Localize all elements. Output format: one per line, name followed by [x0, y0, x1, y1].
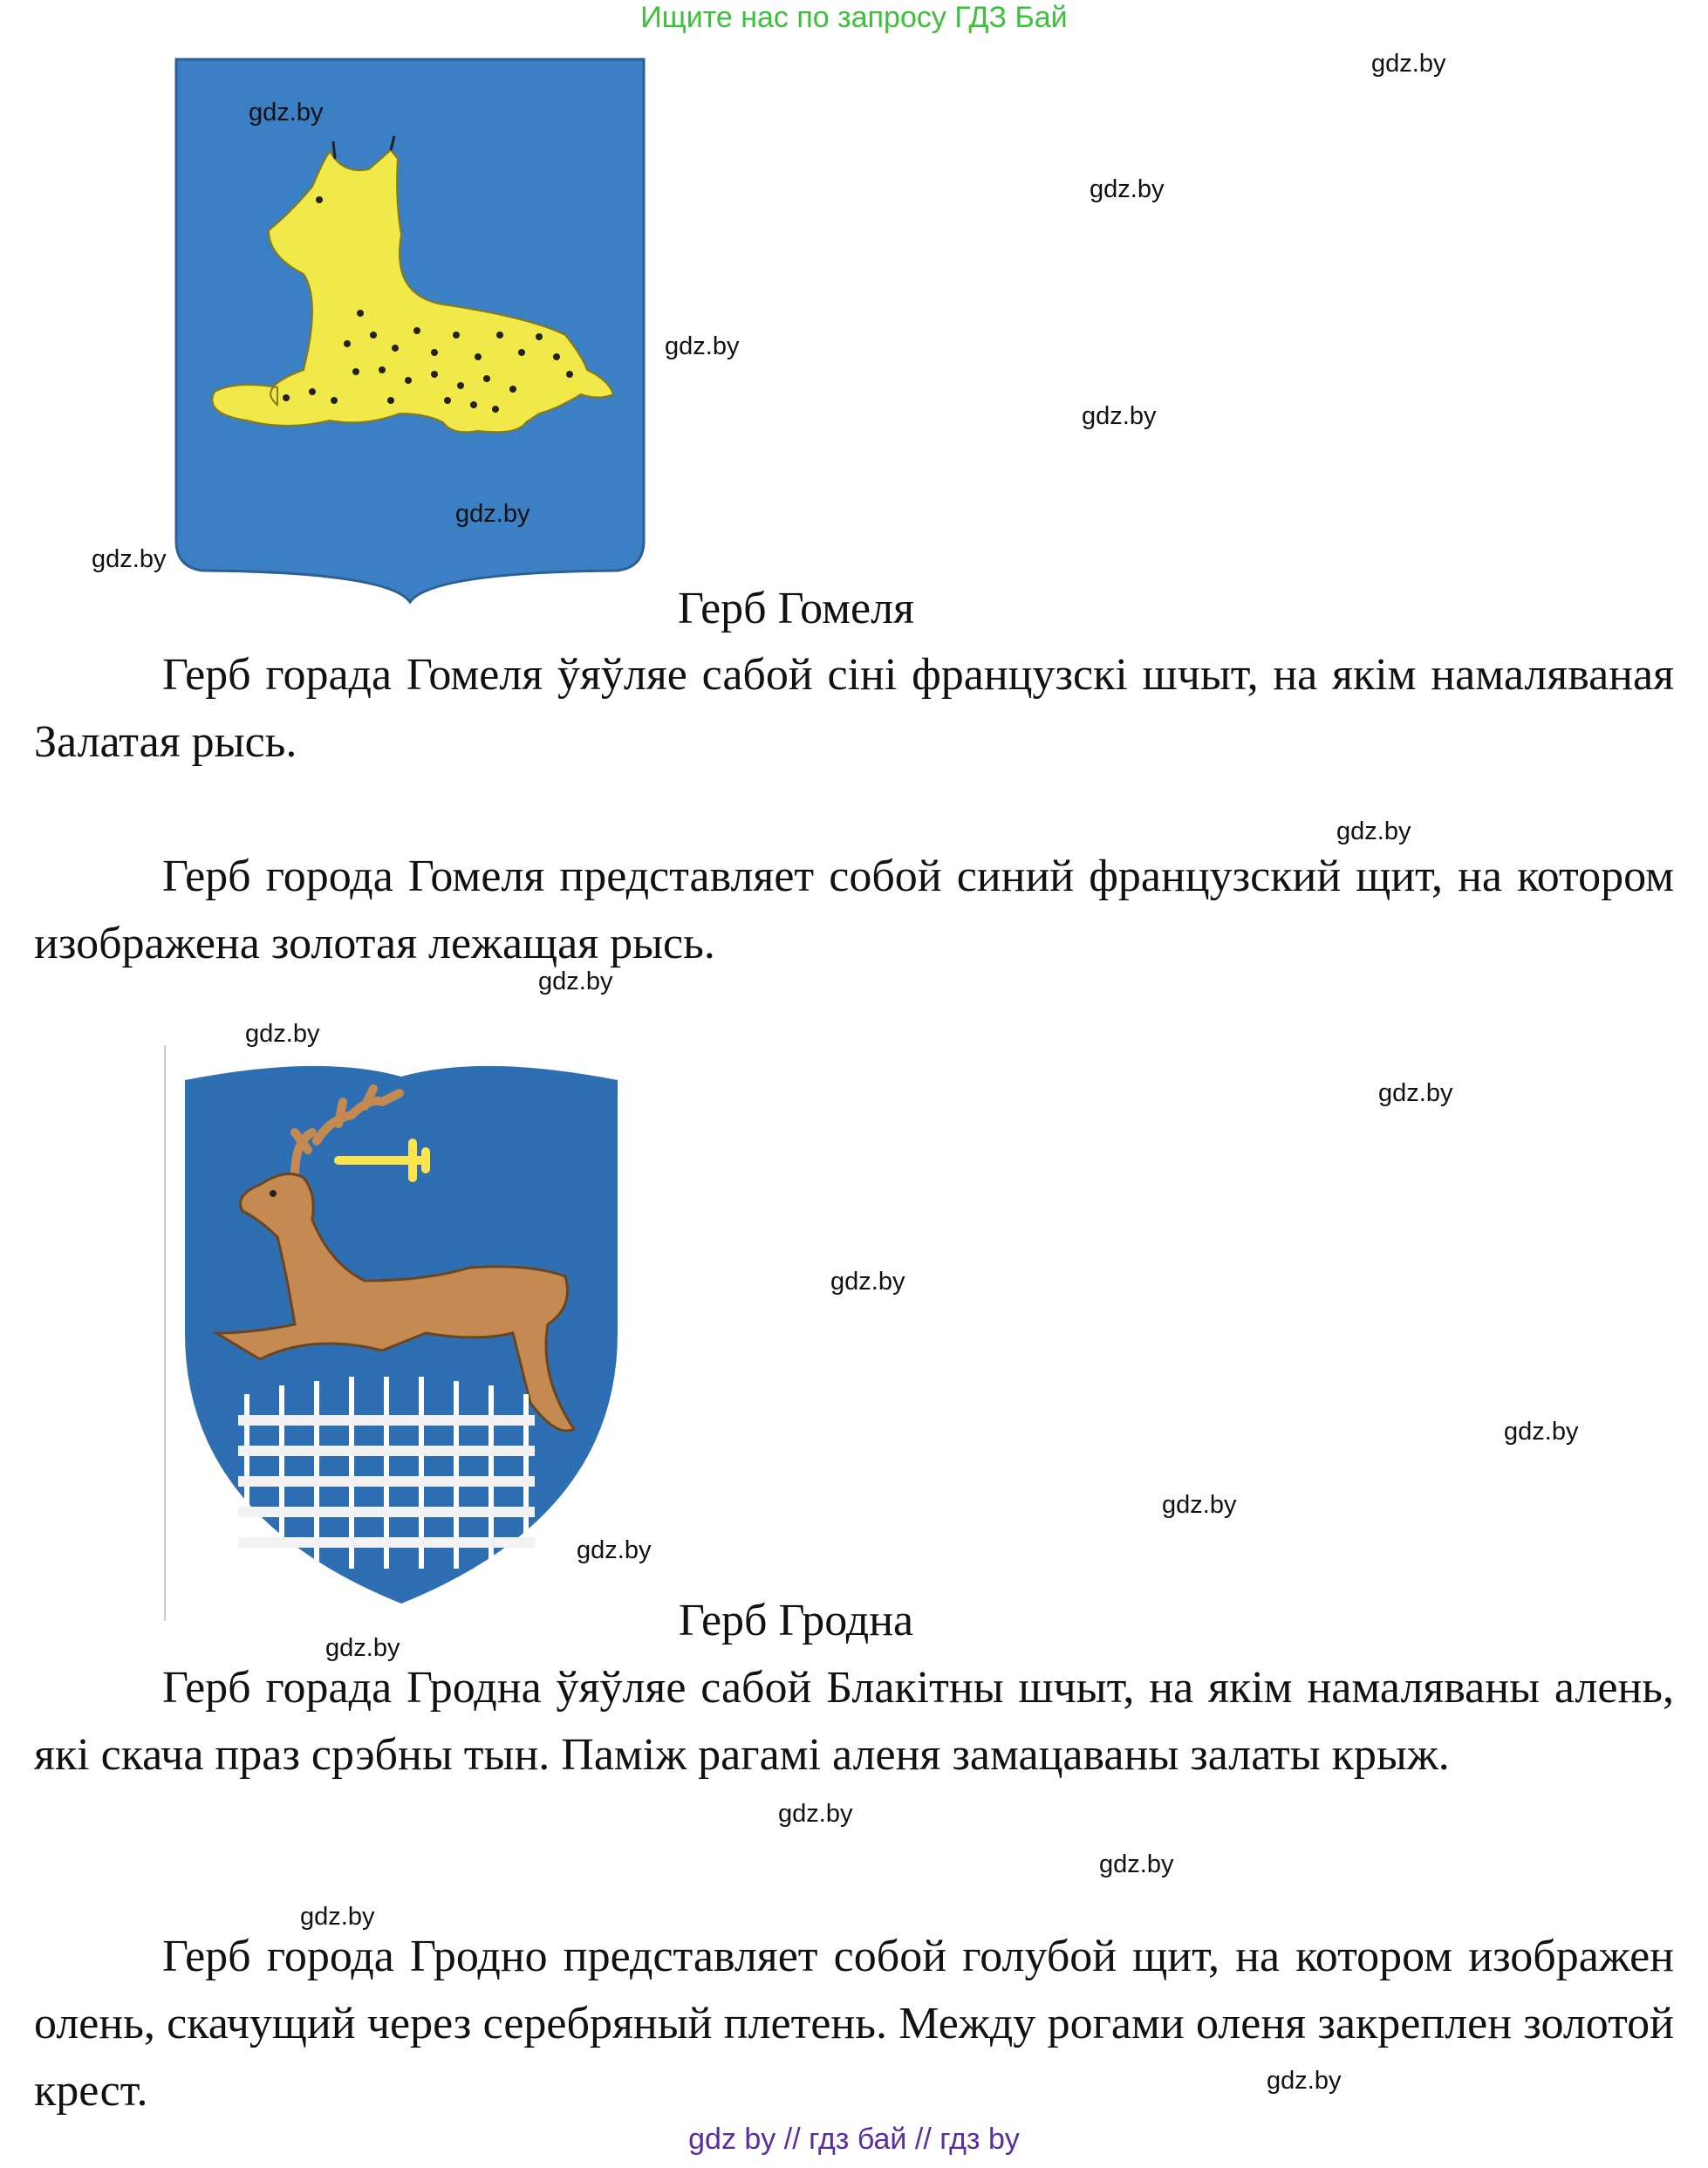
- wattle-fence: [238, 1377, 535, 1569]
- grodno-paragraph-ru: Герб города Гродно представляет собой голубой щит, на котором изображен олень, скачущий через серебряный плетень. Между рогами оленя закреплен золотой крест.: [34, 1932, 1674, 2116]
- watermark: gdz.by: [455, 500, 530, 528]
- watermark: gdz.by: [1162, 1491, 1237, 1519]
- watermark: gdz.by: [1378, 1079, 1453, 1107]
- watermark: gdz.by: [665, 332, 740, 360]
- watermark: gdz.by: [249, 99, 324, 127]
- gomel-coat-of-arms: [173, 56, 647, 605]
- watermark: gdz.by: [1504, 1418, 1579, 1446]
- footer-links[interactable]: gdz by // гдз бай // гдз by: [688, 2123, 1020, 2156]
- watermark: gdz.by: [1371, 50, 1446, 78]
- gomel-paragraph-ru: Герб города Гомеля представляет собой синий французский щит, на котором изображена золотая лежащая рысь.: [34, 851, 1674, 968]
- watermark: gdz.by: [1099, 1850, 1174, 1878]
- gomel-paragraph-be: Герб горада Гомеля ўяўляе сабой сіні французскі шчыт, на якім намаляваная Залатая рысь.: [34, 650, 1674, 767]
- watermark: gdz.by: [325, 1634, 400, 1662]
- watermark: gdz.by: [577, 1536, 652, 1564]
- top-banner[interactable]: Ищите нас по запросу ГДЗ Бай: [640, 1, 1068, 34]
- watermark: gdz.by: [245, 1020, 320, 1048]
- watermark: gdz.by: [1090, 175, 1165, 203]
- watermark: gdz.by: [778, 1800, 853, 1828]
- watermark: gdz.by: [1082, 402, 1157, 430]
- grodno-paragraph-be: Герб горада Гродна ўяўляе сабой Блакітны шчыт, на якім намаляваны алень, які скача праз срэбны тын. Паміж рагамі аленя замацаваны залаты крыж.: [34, 1663, 1674, 1780]
- gomel-caption: Герб Гомеля: [678, 584, 914, 633]
- watermark: gdz.by: [92, 545, 167, 573]
- watermark: gdz.by: [1267, 2067, 1342, 2095]
- watermark: gdz.by: [300, 1903, 375, 1931]
- watermark: gdz.by: [830, 1268, 905, 1296]
- grodno-coat-of-arms: [164, 1045, 642, 1621]
- grodno-caption: Герб Гродна: [678, 1596, 914, 1645]
- watermark: gdz.by: [538, 968, 613, 995]
- watermark: gdz.by: [1336, 817, 1411, 845]
